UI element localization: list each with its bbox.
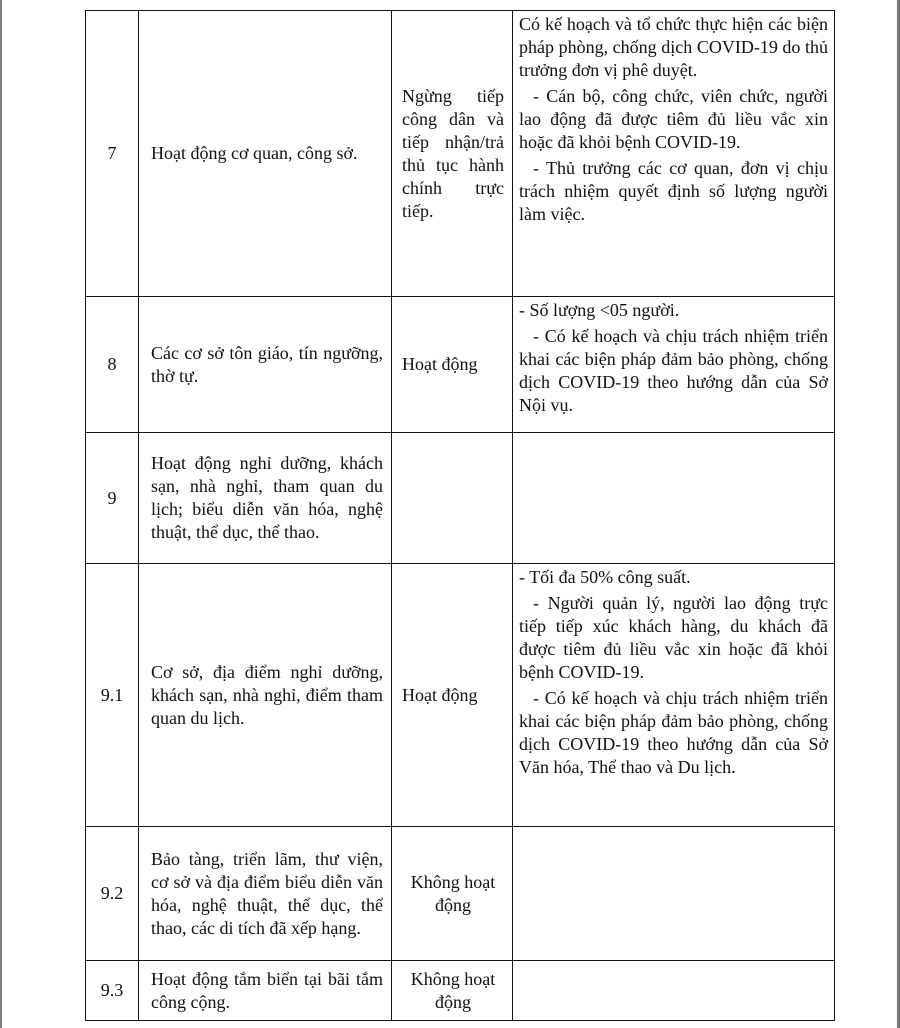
activity-status: Không hoạt động: [392, 961, 513, 1021]
row-number: 8: [86, 297, 139, 433]
conditions-cell: [513, 297, 835, 433]
activity-status: Không hoạt động: [392, 827, 513, 961]
condition-item: - Có kế hoạch và chịu trách nhiệm triển khai các biện pháp đảm bảo phòng, chống dịch COVID-19 theo hướng dẫn của Sở Nội vụ.: [519, 326, 828, 415]
activity-status: [392, 433, 513, 564]
regulation-table: [85, 10, 835, 1021]
row-number: 9.2: [86, 827, 139, 961]
condition-item: Có kế hoạch và tổ chức thực hiện các biện pháp phòng, chống dịch COVID-19 do thủ trưởng đơn vị phê duyệt.: [519, 14, 828, 80]
row-number: 9.3: [86, 961, 139, 1021]
conditions-cell: [513, 433, 835, 564]
activity-name: Bảo tàng, triển lãm, thư viện, cơ sở và địa điểm biểu diễn văn hóa, nghệ thuật, thể dục, thể thao, các di tích đã xếp hạng.: [139, 827, 392, 961]
condition-item: - Có kế hoạch và chịu trách nhiệm triển khai các biện pháp đảm bảo phòng, chống dịch COVID-19 theo hướng dẫn của Sở Văn hóa, Thể thao và Du lịch.: [519, 688, 828, 777]
conditions-cell: [513, 564, 835, 827]
activity-name: Hoạt động tắm biển tại bãi tắm công cộng.: [139, 961, 392, 1021]
activity-status: Ngừng tiếp công dân và tiếp nhận/trả thủ tục hành chính trực tiếp.: [392, 11, 513, 297]
condition-item: - Cán bộ, công chức, viên chức, người lao động đã được tiêm đủ liều vắc xin hoặc đã khỏi bệnh COVID-19.: [519, 86, 828, 152]
row-number: 9.1: [86, 564, 139, 827]
activity-name: Hoạt động nghỉ dưỡng, khách sạn, nhà nghỉ, tham quan du lịch; biểu diễn văn hóa, nghệ thuật, thể dục, thể thao.: [139, 433, 392, 564]
table-row: [86, 564, 835, 827]
table-row: [86, 433, 835, 564]
table-row: [86, 11, 835, 297]
activity-status: Hoạt động: [392, 297, 513, 433]
condition-item: - Thủ trưởng các cơ quan, đơn vị chịu trách nhiệm quyết định số lượng người làm việc.: [519, 158, 828, 224]
row-number: 7: [86, 11, 139, 297]
table-row: [86, 961, 835, 1021]
page-border-left: [0, 0, 2, 1028]
condition-item: - Số lượng <05 người.: [519, 300, 680, 320]
conditions-cell: [513, 827, 835, 961]
activity-name: Hoạt động cơ quan, công sở.: [139, 11, 392, 297]
conditions-cell: [513, 961, 835, 1021]
row-number: 9: [86, 433, 139, 564]
activity-status: Hoạt động: [392, 564, 513, 827]
condition-item: - Tối đa 50% công suất.: [519, 567, 691, 587]
activity-name: Cơ sở, địa điểm nghỉ dưỡng, khách sạn, nhà nghỉ, điểm tham quan du lịch.: [139, 564, 392, 827]
table-row: [86, 827, 835, 961]
activity-name: Các cơ sở tôn giáo, tín ngưỡng, thờ tự.: [139, 297, 392, 433]
conditions-cell: [513, 11, 835, 297]
condition-item: - Người quản lý, người lao động trực tiếp tiếp xúc khách hàng, du khách đã được tiêm đủ liều vắc xin hoặc đã khỏi bệnh COVID-19.: [519, 593, 828, 682]
table-row: [86, 297, 835, 433]
